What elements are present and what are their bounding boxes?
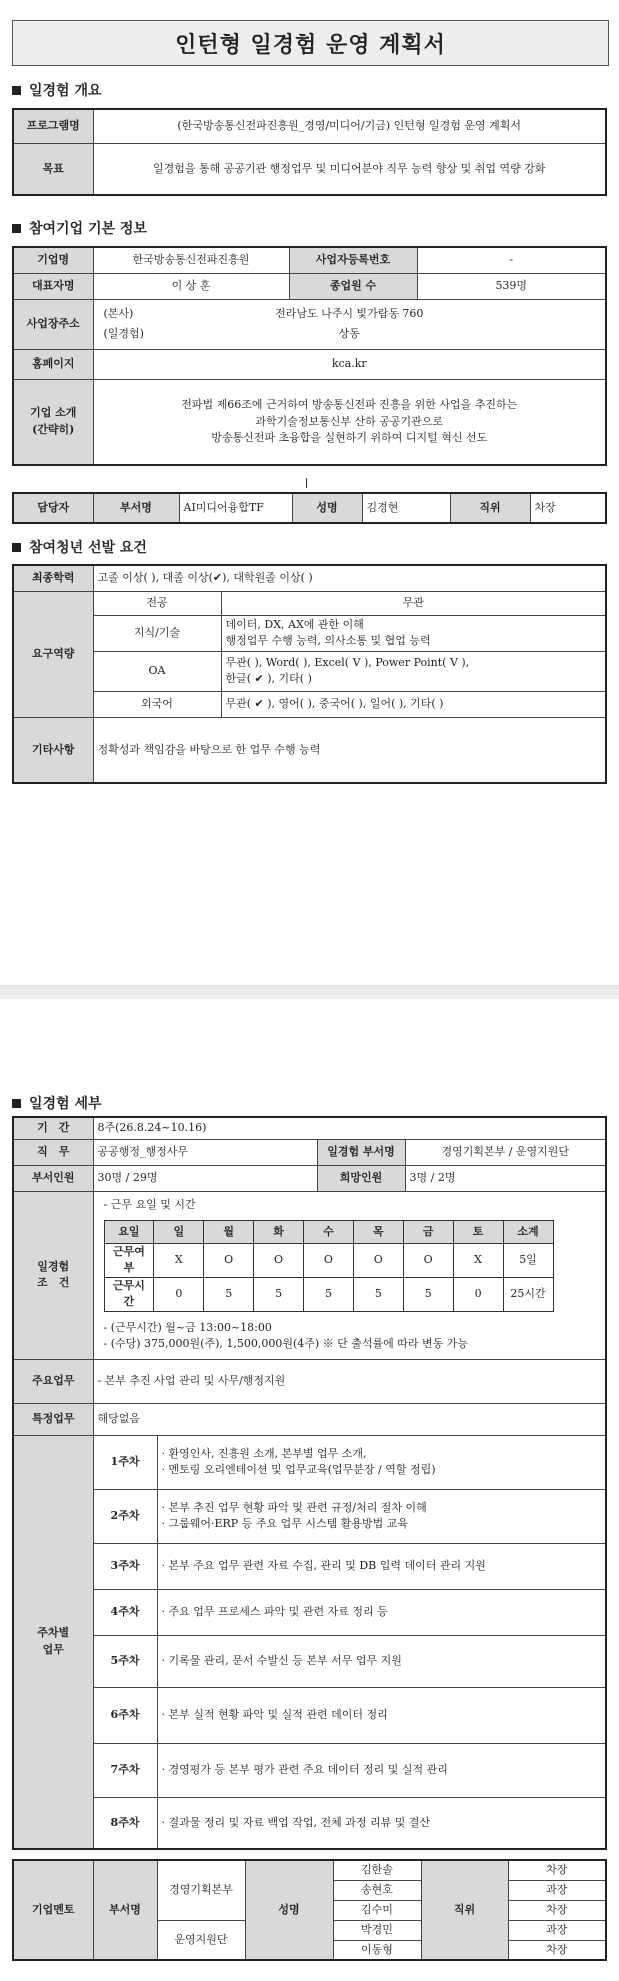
contact-dept-label: 부서명 — [93, 493, 179, 523]
edu-value: 고졸 이상( ), 대졸 이상(✔), 대학원졸 이상( ) — [93, 565, 606, 591]
knowledge-value — [221, 615, 606, 651]
lang-value: 무관( ✔ ), 영어( ), 중국어( ), 일어( ), 기타( ) — [221, 691, 606, 717]
oa-line: 한글( ✔ ), 기타( ) — [225, 672, 312, 685]
ceo-value: 이 상 훈 — [93, 273, 289, 299]
major-value: 무관 — [221, 591, 606, 615]
contact-name-value: 김경현 — [362, 493, 450, 523]
mentor-position: 과장 — [508, 1920, 606, 1940]
mentor-position: 차장 — [508, 1860, 606, 1880]
hours-note: - (근무시간) 월~금 13:00~18:00 — [103, 1320, 272, 1334]
week-item: · 경영평가 등 본부 평가 관련 주요 데이터 정리 및 실적 관리 — [157, 1743, 606, 1797]
contact-table — [12, 492, 607, 524]
edu-label: 최종학력 — [13, 565, 93, 591]
special-duty-value: 해당없음 — [93, 1403, 606, 1435]
contact-position-label: 직위 — [450, 493, 530, 523]
week-label: 7주차 — [93, 1743, 157, 1797]
homepage-label: 홈페이지 — [13, 349, 93, 379]
ceo-label: 대표자명 — [13, 273, 93, 299]
week-item: · 본부 추진 업무 현황 파악 및 관련 규정/처리 절차 이해 — [161, 1500, 427, 1514]
section-title: 일경험 개요 — [29, 83, 102, 99]
schedule-cell: O — [204, 1243, 254, 1277]
mentor-position: 과장 — [508, 1880, 606, 1900]
address-value — [93, 299, 606, 349]
week-label: 6주차 — [93, 1687, 157, 1743]
schedule-header-cell: 토 — [453, 1220, 503, 1243]
section-title: 일경험 세부 — [29, 1096, 102, 1112]
major-label: 전공 — [93, 591, 221, 615]
week-label: 1주차 — [93, 1435, 157, 1489]
schedule-cell: 25시간 — [503, 1277, 553, 1311]
week-label: 5주차 — [93, 1635, 157, 1687]
intro-label-line: 기업 소개 — [30, 406, 77, 420]
staff-value: 30명 / 29명 — [93, 1165, 317, 1191]
weekly-label-line: 주차별 — [37, 1626, 70, 1640]
pay-note: - (수당) 375,000원(주), 1,500,000원(4주) ※ 단 출석률에 따라 변동 가능 — [103, 1337, 469, 1351]
etc-label: 기타사항 — [13, 717, 93, 783]
week-item: · 기록물 관리, 문서 수발신 등 본부 서무 업무 지원 — [157, 1635, 606, 1687]
week-item: · 환영인사, 진흥원 소개, 본부별 업무 소개, — [161, 1446, 367, 1460]
address-hq-tag: (본사) — [103, 306, 134, 320]
weekly-label-line: 업무 — [42, 1642, 64, 1656]
contact-dept-value: AI미디어융합TF — [179, 493, 292, 523]
mentor-position: 차장 — [508, 1900, 606, 1920]
schedule-cell: 5일 — [503, 1243, 553, 1277]
mentor-name-label: 성명 — [245, 1860, 333, 1960]
intro-label — [13, 379, 93, 465]
contact-position-value: 차장 — [530, 493, 606, 523]
oa-line: 무관( ), Word( ), Excel( V ), Power Point( V ), — [225, 655, 470, 669]
schedule-cell: 근무시간 — [104, 1277, 154, 1311]
week-item: · 그룹웨어·ERP 등 주요 업무 시스템 활용방법 교육 — [161, 1517, 408, 1530]
goal-label: 목표 — [13, 143, 93, 195]
section-title: 참여청년 선발 요건 — [29, 540, 147, 556]
condition-label-line: 일경험 — [37, 1259, 70, 1273]
schedule-cell: 0 — [154, 1277, 204, 1311]
square-bullet-icon — [12, 543, 21, 552]
schedule-header-cell: 금 — [403, 1220, 453, 1243]
duty-label: 직 무 — [13, 1139, 93, 1165]
lang-label: 외국어 — [93, 691, 221, 717]
program-value: (한국방송통신전파진흥원_경영/미디어/기금) 인턴형 일경험 운영 계획서 — [93, 109, 606, 143]
duty-value: 공공행정_행정사무 — [93, 1139, 317, 1165]
details-dept-value: 경영기획본부 / 운영지원단 — [405, 1139, 606, 1165]
mentor-dept-1: 경영기획본부 — [157, 1860, 245, 1920]
etc-value: 정확성과 책임감을 바탕으로 한 업무 수행 능력 — [93, 717, 606, 783]
schedule-cell: X — [154, 1243, 204, 1277]
divider-mark — [306, 478, 307, 488]
program-label: 프로그램명 — [13, 109, 93, 143]
section-heading-requirements — [12, 537, 147, 557]
schedule-cell: 5 — [304, 1277, 354, 1311]
mentor-name: 김한솔 — [333, 1860, 421, 1880]
company-table — [12, 246, 607, 466]
schedule-cell: O — [254, 1243, 304, 1277]
schedule-cell: 0 — [453, 1277, 503, 1311]
weekly-label — [13, 1435, 93, 1849]
schedule-heading: - 근무 요일 및 시간 — [103, 1198, 196, 1212]
regno-label: 사업자등록번호 — [289, 247, 417, 273]
schedule-header-cell: 요일 — [104, 1220, 154, 1243]
section-heading-company — [12, 218, 147, 238]
period-label: 기 간 — [13, 1117, 93, 1139]
oa-label: OA — [93, 651, 221, 691]
employees-value: 539명 — [417, 273, 606, 299]
mentor-position: 차장 — [508, 1940, 606, 1960]
knowledge-line: 데이터, DX, AX에 관한 이해 — [225, 617, 364, 631]
company-name-label: 기업명 — [13, 247, 93, 273]
mentor-name: 이동형 — [333, 1940, 421, 1960]
oa-value — [221, 651, 606, 691]
schedule-cell: O — [304, 1243, 354, 1277]
document-title: 인턴형 일경험 운영 계획서 — [12, 20, 609, 66]
address-work-tag: (일경험) — [103, 327, 144, 340]
week-label: 4주차 — [93, 1589, 157, 1635]
knowledge-label: 지식/기술 — [93, 615, 221, 651]
square-bullet-icon — [12, 86, 21, 95]
schedule-cell: 5 — [403, 1277, 453, 1311]
page-2 — [0, 999, 619, 1981]
square-bullet-icon — [12, 224, 21, 233]
details-table — [12, 1116, 607, 1850]
main-duty-value: - 본부 추진 사업 관리 및 사무/행정지원 — [93, 1359, 606, 1403]
intro-line: 과학기술정보통신부 산하 공공기관으로 — [255, 414, 444, 428]
mentor-table — [12, 1859, 607, 1961]
competency-label: 요구역량 — [13, 591, 93, 717]
condition-label-line: 조 건 — [37, 1276, 70, 1289]
schedule-header-cell: 목 — [353, 1220, 403, 1243]
mentor-name: 송현호 — [333, 1880, 421, 1900]
week-items — [157, 1435, 606, 1489]
schedule-cell: O — [353, 1243, 403, 1277]
week-item: · 본부 실적 현황 파악 및 실적 관련 데이터 정리 — [157, 1687, 606, 1743]
hope-label: 희망인원 — [317, 1165, 405, 1191]
week-item: · 결과물 정리 및 자료 백업 작업, 전체 과정 리뷰 및 결산 — [157, 1797, 606, 1849]
mentor-dept-label: 부서명 — [93, 1860, 157, 1960]
requirements-table — [12, 564, 607, 784]
details-dept-label: 일경험 부서명 — [317, 1139, 405, 1165]
square-bullet-icon — [12, 1099, 21, 1108]
schedule-header-cell: 소계 — [503, 1220, 553, 1243]
mentor-label: 기업멘토 — [13, 1860, 93, 1960]
week-item: · 본부 주요 업무 관련 자료 수집, 관리 및 DB 입력 데이터 관리 지원 — [157, 1543, 606, 1589]
regno-value: - — [417, 247, 606, 273]
mentor-position-label: 직위 — [421, 1860, 508, 1960]
period-value: 8주(26.8.24~10.16) — [93, 1117, 606, 1139]
staff-label: 부서인원 — [13, 1165, 93, 1191]
address-hq-value: 전라남도 나주시 빛가람동 760 — [275, 306, 424, 320]
week-item: · 주요 업무 프로세스 파악 및 관련 자료 정리 등 — [157, 1589, 606, 1635]
schedule-header-cell: 수 — [304, 1220, 354, 1243]
schedule-cell: 5 — [254, 1277, 304, 1311]
section-title: 참여기업 기본 정보 — [29, 221, 147, 237]
week-item: · 멘토링 오리엔테이션 및 업무교육(업무분장 / 역할 정립) — [161, 1463, 436, 1476]
contact-name-label: 성명 — [292, 493, 362, 523]
mentor-name: 박경민 — [333, 1920, 421, 1940]
condition-content — [93, 1191, 606, 1359]
company-name-value: 한국방송통신전파진흥원 — [93, 247, 289, 273]
goal-value: 일경험을 통해 공공기관 행정업무 및 미디어분야 직무 능력 향상 및 취업 역량 강화 — [93, 143, 606, 195]
schedule-cell: 근무여부 — [104, 1243, 154, 1277]
page-break — [0, 985, 619, 999]
mentor-name: 김수미 — [333, 1900, 421, 1920]
mentor-dept-2: 운영지원단 — [157, 1920, 245, 1960]
section-heading-overview — [12, 80, 102, 100]
page-1 — [0, 0, 619, 985]
week-label: 8주차 — [93, 1797, 157, 1849]
overview-table — [12, 108, 607, 196]
schedule-table — [104, 1220, 554, 1312]
schedule-cell: 5 — [204, 1277, 254, 1311]
knowledge-line: 행정업무 수행 능력, 의사소통 및 협업 능력 — [225, 634, 431, 647]
hope-value: 3명 / 2명 — [405, 1165, 606, 1191]
special-duty-label: 특정업무 — [13, 1403, 93, 1435]
intro-label-line: (간략히) — [32, 422, 75, 436]
intro-value — [93, 379, 606, 465]
week-label: 2주차 — [93, 1489, 157, 1543]
intro-line: 전파법 제66조에 근거하여 방송통신전파 진흥을 위한 사업을 추진하는 — [181, 398, 518, 411]
main-duty-label: 주요업무 — [13, 1359, 93, 1403]
schedule-cell: X — [453, 1243, 503, 1277]
schedule-cell: 5 — [353, 1277, 403, 1311]
manager-label: 담당자 — [13, 493, 93, 523]
address-label: 사업장주소 — [13, 299, 93, 349]
address-work-value: 상동 — [338, 327, 360, 340]
employees-label: 종업원 수 — [289, 273, 417, 299]
intro-line: 방송통신전파 초융합을 실현하기 위하여 디지털 혁신 선도 — [211, 431, 488, 444]
schedule-header-cell: 일 — [154, 1220, 204, 1243]
week-label: 3주차 — [93, 1543, 157, 1589]
homepage-value[interactable]: kca.kr — [93, 349, 606, 379]
schedule-header-cell: 화 — [254, 1220, 304, 1243]
section-heading-details — [12, 1093, 102, 1113]
condition-label — [13, 1191, 93, 1359]
schedule-header-cell: 월 — [204, 1220, 254, 1243]
week-items — [157, 1489, 606, 1543]
schedule-cell: O — [403, 1243, 453, 1277]
